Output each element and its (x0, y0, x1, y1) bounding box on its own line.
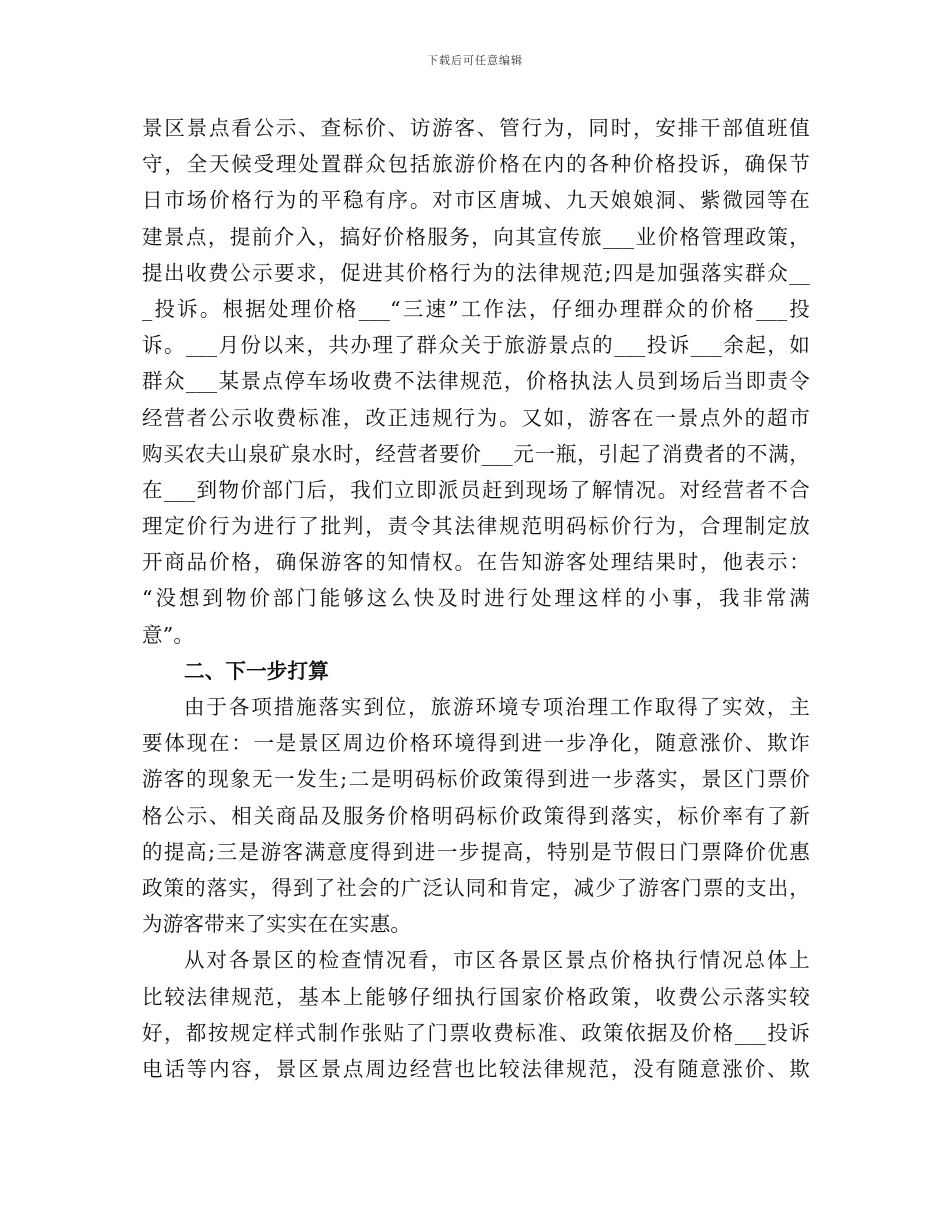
text-line: 群众___某景点停车场收费不法律规范，价格执法人员到场后当即责令 (142, 369, 810, 394)
text-line: 游客的现象无一发生;二是明码标价政策得到进一步落实，景区门票价 (142, 767, 810, 792)
text-line: 守，全天候受理处置群众包括旅游价格在内的各种价格投诉，确保节 (142, 152, 810, 177)
text-line: 要体现在：一是景区周边价格环境得到进一步净化，随意涨价、欺诈 (142, 731, 810, 756)
text-line: 提出收费公示要求，促进其价格行为的法律规范;四是加强落实群众__ (142, 260, 810, 285)
text-line: 诉。___月份以来，共办理了群众关于旅游景点的___投诉___余起，如 (142, 333, 810, 358)
section-heading: 二、下一步打算 (184, 658, 329, 683)
text-line: 政策的落实，得到了社会的广泛认同和肯定，减少了游客门票的支出， (142, 875, 810, 900)
text-line: 意”。 (142, 622, 195, 647)
text-line: 开商品价格，确保游客的知情权。在告知游客处理结果时，他表示： (142, 550, 810, 575)
text-line: _投诉。根据处理价格___“三速”工作法，仔细办理群众的价格___投 (142, 296, 810, 321)
text-line: 由于各项措施落实到位，旅游环境专项治理工作取得了实效，主 (184, 695, 810, 719)
text-line: 景区景点看公示、查标价、访游客、管行为，同时，安排干部值班值 (142, 116, 810, 140)
text-line: 购买农夫山泉矿泉水时，经营者要价___元一瓶，引起了消费者的不满， (142, 441, 810, 466)
text-line: 好，都按规定样式制作张贴了门票收费标准、政策依据及价格___投诉 (142, 1020, 810, 1045)
text-line: 从对各景区的检查情况看，市区各景区景点价格执行情况总体上 (184, 948, 810, 973)
page-header-note: 下载后可任意编辑 (427, 54, 523, 67)
text-line: 的提高;三是游客满意度得到进一步提高，特别是节假日门票降价优惠 (142, 839, 810, 864)
text-line: 经营者公示收费标准，改正违规行为。又如，游客在一景点外的超市 (142, 405, 810, 430)
text-line: 为游客带来了实实在在实惠。 (142, 912, 412, 937)
text-line: 理定价行为进行了批判，责令其法律规范明码标价行为，合理制定放 (142, 514, 810, 539)
document-body (142, 110, 810, 1087)
text-line: 日市场价格行为的平稳有序。对市区唐城、九天娘娘洞、紫微园等在 (142, 188, 810, 213)
text-line: “没想到物价部门能够这么快及时进行处理这样的小事，我非常满 (142, 586, 810, 611)
text-line: 电话等内容，景区景点周边经营也比较法律规范，没有随意涨价、欺 (142, 1056, 810, 1081)
text-line: 在___到物价部门后，我们立即派员赶到现场了解情况。对经营者不合 (142, 477, 810, 502)
text-line: 建景点，提前介入，搞好价格服务，向其宣传旅___业价格管理政策， (142, 224, 810, 249)
text-line: 格公示、相关商品及服务价格明码标价政策得到落实，标价率有了新 (142, 803, 810, 828)
text-line: 比较法律规范，基本上能够仔细执行国家价格政策，收费公示落实较 (142, 984, 810, 1009)
